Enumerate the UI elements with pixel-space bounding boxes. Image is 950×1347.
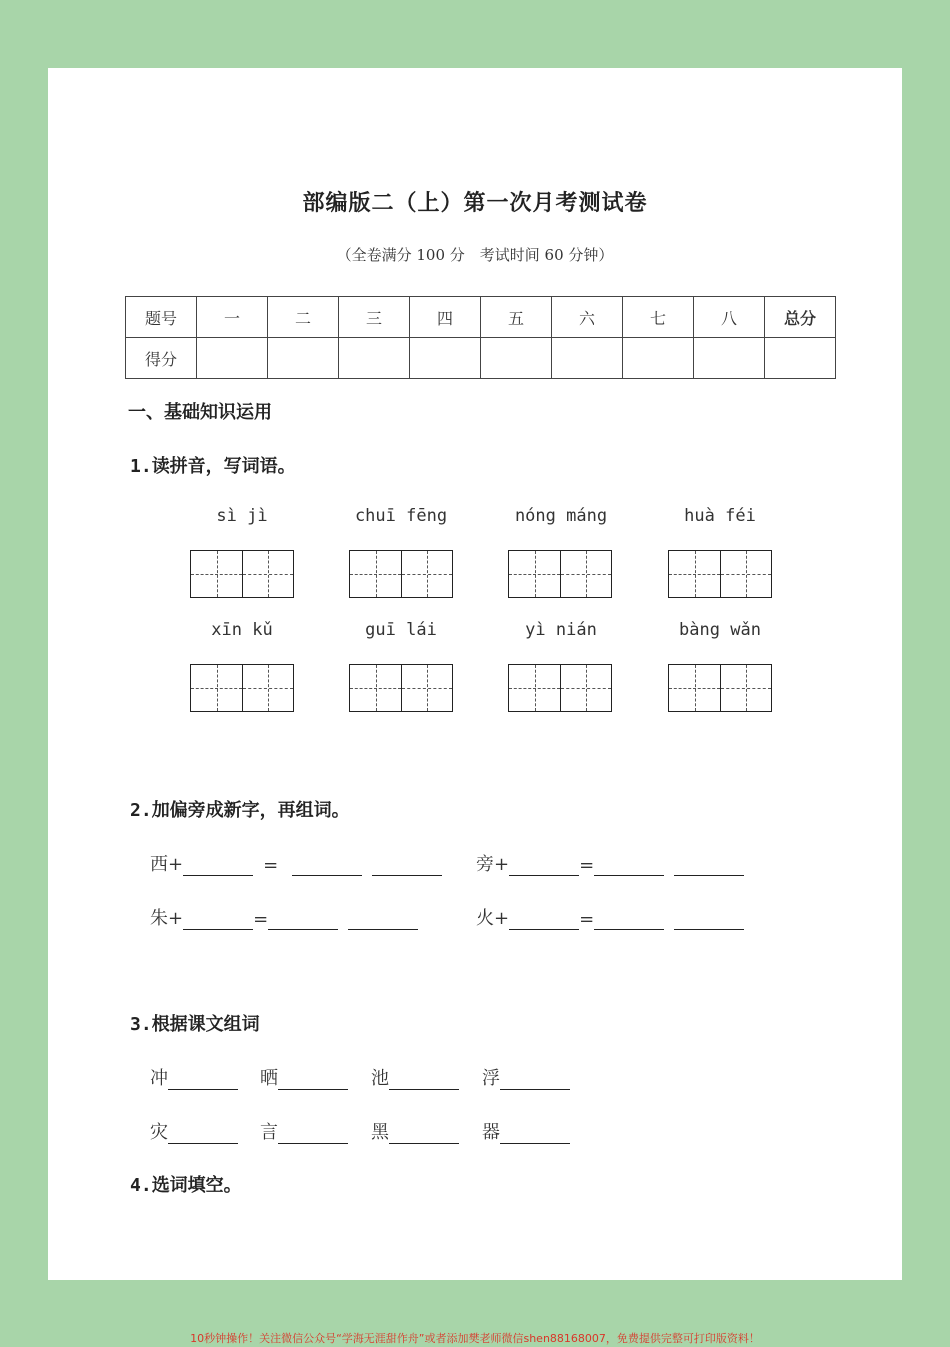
word-char: 晒: [260, 1068, 278, 1089]
exam-paper: [48, 68, 902, 1280]
radical-item: [476, 850, 744, 876]
answer-blank[interactable]: [509, 909, 579, 930]
equals-sign: =: [579, 909, 595, 930]
radical-prompt: 火+: [476, 908, 510, 929]
question-2-heading: [130, 796, 350, 822]
radical-prompt: 旁+: [476, 854, 510, 875]
score-cell[interactable]: [197, 338, 268, 379]
word-char: 冲: [150, 1068, 168, 1089]
promo-footer: 10秒钟操作！关注微信公众号“学海无涯甜作舟”或者添加樊老师微信shen88168007，免费提供完整可打印版资料！: [190, 1332, 760, 1345]
writing-grid[interactable]: [190, 664, 294, 712]
radical-item: [150, 904, 418, 930]
answer-blank[interactable]: [372, 855, 442, 876]
score-row-label: 得分: [126, 338, 197, 379]
score-cell[interactable]: [552, 338, 623, 379]
answer-blank[interactable]: [168, 1123, 238, 1144]
word-item: [482, 1118, 570, 1144]
score-table-header-row: [126, 297, 836, 338]
word-char: 器: [482, 1122, 500, 1143]
question-3-text: 根据课文组词: [151, 1014, 260, 1035]
radical-item: [476, 904, 744, 930]
answer-blank[interactable]: [292, 855, 362, 876]
word-item: [371, 1118, 459, 1144]
radical-prompt: 西+: [150, 854, 184, 875]
pinyin-label: chuī fēng: [354, 506, 448, 526]
header-cell-1: 一: [197, 297, 268, 338]
pinyin-label: sì jì: [216, 506, 268, 526]
writing-grid[interactable]: [349, 550, 453, 598]
answer-blank[interactable]: [389, 1069, 459, 1090]
question-2-text: 加偏旁成新字，再组词。: [151, 800, 350, 821]
question-4-number: 4.: [130, 1175, 152, 1196]
word-item: [150, 1118, 238, 1144]
equals-sign: =: [253, 909, 269, 930]
score-cell[interactable]: [481, 338, 552, 379]
answer-blank[interactable]: [389, 1123, 459, 1144]
section-heading-1: 一、基础知识运用: [128, 402, 272, 423]
header-cell-total: 总分: [765, 297, 836, 338]
pinyin-label: nóng máng: [514, 506, 608, 526]
question-3-heading: [130, 1010, 260, 1036]
question-1-text: 读拼音，写词语。: [151, 456, 296, 477]
question-4-text: 选词填空。: [151, 1175, 242, 1196]
writing-grid[interactable]: [349, 664, 453, 712]
equals-sign: =: [263, 855, 279, 876]
question-1-number: 1.: [130, 456, 152, 477]
question-2-number: 2.: [130, 800, 152, 821]
radical-item: [150, 850, 442, 876]
score-table-score-row: [126, 338, 836, 379]
word-item: [260, 1064, 348, 1090]
pinyin-label: xīn kǔ: [211, 620, 273, 640]
answer-blank[interactable]: [594, 909, 664, 930]
score-cell[interactable]: [410, 338, 481, 379]
score-cell[interactable]: [623, 338, 694, 379]
header-cell-2: 二: [268, 297, 339, 338]
equals-sign: =: [579, 855, 595, 876]
pinyin-label: bàng wǎn: [679, 620, 761, 640]
header-cell-4: 四: [410, 297, 481, 338]
writing-grid[interactable]: [508, 664, 612, 712]
word-item: [482, 1064, 570, 1090]
answer-blank[interactable]: [183, 909, 253, 930]
question-4-heading: [130, 1171, 242, 1197]
score-cell[interactable]: [339, 338, 410, 379]
page-subtitle: （全卷满分 100 分 考试时间 60 分钟）: [336, 246, 614, 264]
pinyin-label: guī lái: [365, 620, 437, 640]
header-cell-label: 题号: [126, 297, 197, 338]
header-cell-3: 三: [339, 297, 410, 338]
answer-blank[interactable]: [268, 909, 338, 930]
question-1-heading: [130, 452, 296, 478]
page-title: 部编版二（上）第一次月考测试卷: [302, 190, 648, 216]
score-cell-total[interactable]: [765, 338, 836, 379]
word-char: 浮: [482, 1068, 500, 1089]
header-cell-6: 六: [552, 297, 623, 338]
answer-blank[interactable]: [500, 1123, 570, 1144]
word-item: [371, 1064, 459, 1090]
answer-blank[interactable]: [168, 1069, 238, 1090]
question-3-number: 3.: [130, 1014, 152, 1035]
writing-grid[interactable]: [668, 664, 772, 712]
answer-blank[interactable]: [500, 1069, 570, 1090]
score-cell[interactable]: [268, 338, 339, 379]
pinyin-label: huà féi: [684, 506, 756, 526]
word-item: [260, 1118, 348, 1144]
answer-blank[interactable]: [278, 1123, 348, 1144]
answer-blank[interactable]: [674, 909, 744, 930]
word-char: 灾: [150, 1122, 168, 1143]
answer-blank[interactable]: [183, 855, 253, 876]
writing-grid[interactable]: [508, 550, 612, 598]
answer-blank[interactable]: [509, 855, 579, 876]
header-cell-7: 七: [623, 297, 694, 338]
word-char: 池: [371, 1068, 389, 1089]
radical-prompt: 朱+: [150, 908, 184, 929]
score-table: [125, 296, 836, 379]
answer-blank[interactable]: [278, 1069, 348, 1090]
answer-blank[interactable]: [348, 909, 418, 930]
word-char: 黑: [371, 1122, 389, 1143]
header-cell-8: 八: [694, 297, 765, 338]
score-cell[interactable]: [694, 338, 765, 379]
answer-blank[interactable]: [674, 855, 744, 876]
writing-grid[interactable]: [668, 550, 772, 598]
pinyin-label: yì nián: [525, 620, 597, 640]
writing-grid[interactable]: [190, 550, 294, 598]
word-item: [150, 1064, 238, 1090]
word-char: 言: [260, 1122, 278, 1143]
header-cell-5: 五: [481, 297, 552, 338]
answer-blank[interactable]: [594, 855, 664, 876]
